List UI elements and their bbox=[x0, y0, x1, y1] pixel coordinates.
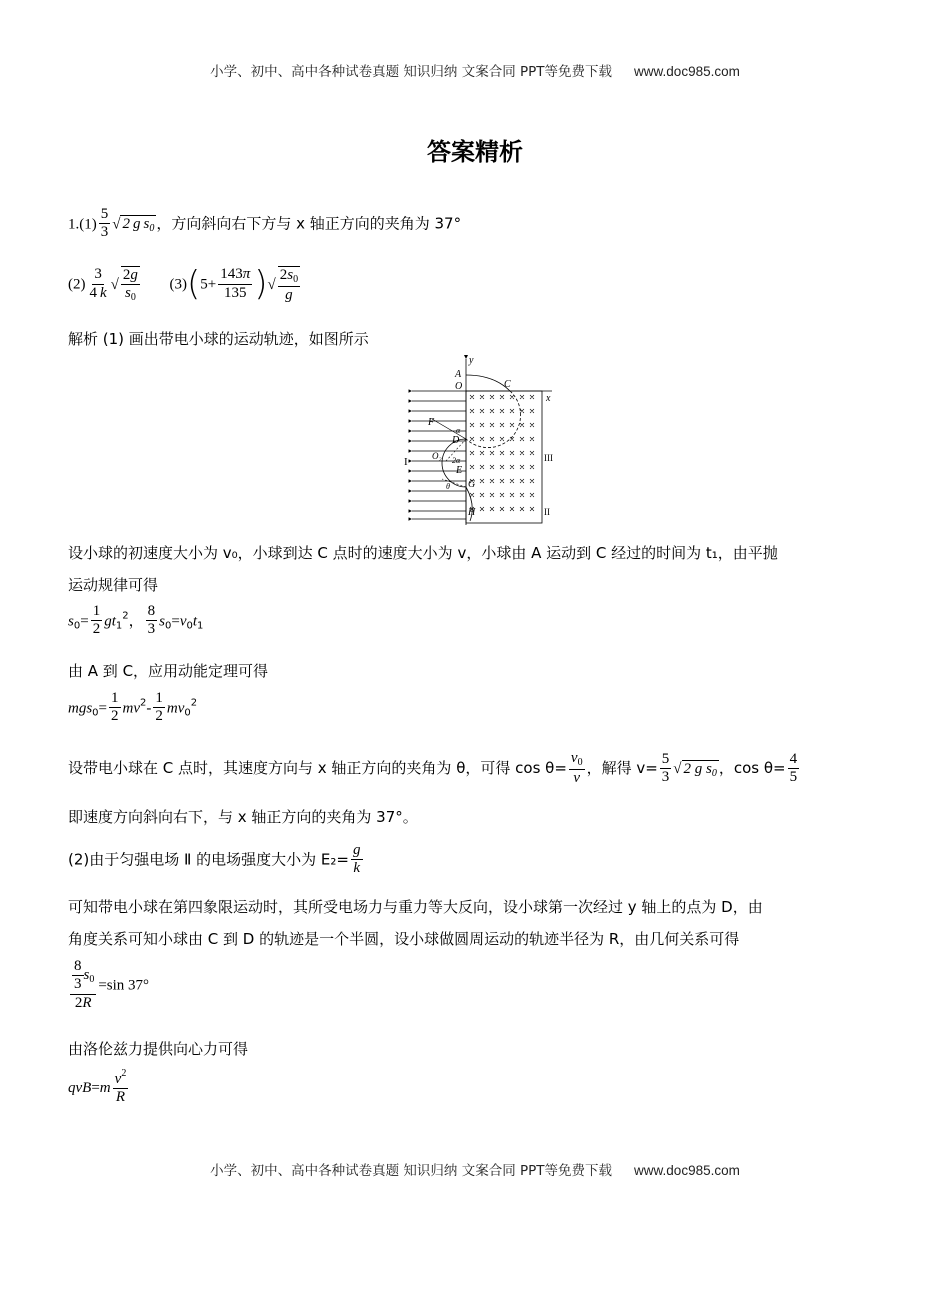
label-E: E bbox=[456, 465, 463, 476]
trajectory-diagram bbox=[406, 355, 556, 527]
equation-3: $\frac{8}{3}$ $s_0$ 2R =sin 37° bbox=[68, 958, 149, 1012]
field-region bbox=[466, 391, 542, 523]
header-site-link[interactable]: www.doc985.com bbox=[634, 64, 740, 79]
para-5: (2)由于匀强电场 Ⅱ 的电场强度大小为 E₂= $\frac{g}{k}$ bbox=[68, 842, 361, 877]
label-alpha: α bbox=[456, 426, 461, 435]
para-7: 由洛伦兹力提供向心力可得 bbox=[68, 1040, 249, 1058]
answer-2-line: (2) $\frac{3}{4 k}$ √ $\frac{2g}{s_0}$ (3)(5+ $\frac{143\pi}{135}$ )√ $\frac{2s_0}{g}$ bbox=[68, 264, 299, 304]
region-III: III bbox=[544, 453, 553, 463]
para-6b: 角度关系可知小球由 C 到 D 的轨迹是一个半圆，设小球做圆周运动的轨迹半径为 R，由几何关系可得 bbox=[68, 930, 740, 948]
answer-1-direction: ，方向斜向右下方与 x 轴正方向的夹角为 37° bbox=[156, 214, 462, 233]
page-footer bbox=[0, 1159, 950, 1179]
label-H: H bbox=[468, 507, 476, 518]
page-header bbox=[0, 60, 950, 80]
label-A: A bbox=[455, 369, 462, 380]
analysis-intro: 解析 (1) 画出带电小球的运动轨迹，如图所示 bbox=[68, 330, 369, 348]
force-F bbox=[432, 419, 466, 439]
equation-1: $s_0=$ $\frac{1}{2}$ $gt_1^2$， $\frac{8}{3}$ $s_0=v_0t_1$ bbox=[68, 603, 204, 638]
footer-text: 小学、初中、高中各种试卷真题 知识归纳 文案合同 PPT等免费下载 bbox=[210, 1163, 613, 1179]
label-D: D bbox=[452, 435, 460, 446]
label-x: x bbox=[546, 393, 551, 404]
label-C: C bbox=[504, 379, 511, 390]
equation-2: mgs$_0$= $\frac{1}{2}$ $mv^2-$ $\frac{1}{2}$ $mv_0^2$ bbox=[68, 690, 198, 725]
para-2: 由 A 到 C，应用动能定理可得 bbox=[68, 662, 269, 680]
label-theta: θ bbox=[446, 482, 450, 491]
para-1a: 设小球的初速度大小为 v₀，小球到达 C 点时的速度大小为 v，小球由 A 运动到 C 经过的时间为 t₁，由平抛 bbox=[68, 544, 778, 562]
label-O: O bbox=[455, 381, 463, 392]
region-II: II bbox=[544, 507, 550, 517]
label-O2: O₂ bbox=[432, 451, 442, 461]
label-G: G bbox=[468, 479, 476, 490]
page-title: 答案精析 bbox=[427, 138, 523, 166]
para-1b: 运动规律可得 bbox=[68, 576, 159, 594]
para-6a: 可知带电小球在第四象限运动时，其所受电场力与重力等大反向，设小球第一次经过 y 轴上的点为 D，由 bbox=[68, 898, 763, 916]
para-3: 设带电小球在 C 点时，其速度方向与 x 轴正方向的夹角为 θ，可得 cos θ= $\frac{v_0}{v}$ ，解得 v= $\frac{5}{3}$ √ 2 g $s_0$ ，cos θ= $\frac{4}{5}$ bbox=[68, 750, 798, 786]
cross-grid bbox=[470, 395, 534, 511]
label-2alpha: 2α bbox=[452, 456, 461, 465]
equation-4: qvB=m $\frac{v^2}{R}$ bbox=[68, 1068, 127, 1106]
header-text: 小学、初中、高中各种试卷真题 知识归纳 文案合同 PPT等免费下载 bbox=[210, 64, 613, 80]
answer-1-line: 1.(1) $\frac{5}{3}$ √ 2 g $s_0$ ，方向斜向右下方与 x 轴正方向的夹角为 37° bbox=[68, 206, 462, 241]
label-y: y bbox=[469, 355, 474, 366]
region-I: I bbox=[404, 456, 408, 468]
footer-site-link[interactable]: www.doc985.com bbox=[634, 1163, 740, 1178]
label-F: F bbox=[428, 417, 435, 428]
para-4: 即速度方向斜向右下，与 x 轴正方向的夹角为 37°。 bbox=[68, 808, 418, 826]
